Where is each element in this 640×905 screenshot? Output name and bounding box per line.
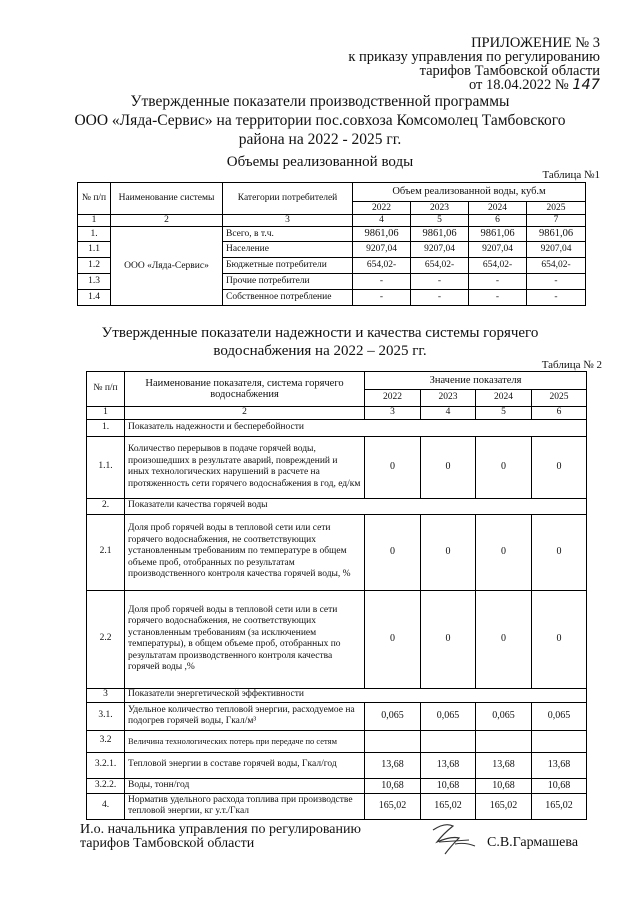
table-row: 3.1. Удельное количество тепловой энергии, расходуемое на подогрев горячей воды, Гкал/м³ 0,065 0,065 0,065 0,065	[87, 702, 587, 730]
section-row: 1. Показатель надежности и бесперебойности	[87, 419, 587, 436]
table-row: 1.1. Количество перерывов в подаче горячей воды, произошедших в результате аварий, повреждений и иных технологических нарушений в расчете на протяженность сети горячего водоснабжения в год, ед/км 0 0 0 0	[87, 436, 587, 498]
table-row: 3.2 Величина технологических потерь при передаче по сетям	[87, 730, 587, 752]
table-row: 1.3 Прочие потребители - - - -	[78, 274, 586, 290]
table2-subtitle: Утвержденные показатели надежности и качества системы горячего водоснабжения на 2022 – 2025 гг.	[101, 325, 539, 359]
table-row: 1.4 Собственное потребление - - - -	[78, 290, 586, 306]
col-num-header: № п/п	[87, 372, 125, 407]
appendix-date: от 18.04.2022 № 147	[468, 77, 600, 93]
appendix-title: ПРИЛОЖЕНИЕ № 3	[471, 35, 600, 51]
year-header: 2023	[421, 390, 476, 407]
order-number: 147	[572, 77, 600, 93]
year-header: 2023	[411, 202, 469, 215]
table-row: 3.2.2. Воды, тонн/год 10,68 10,68 10,68 10,68	[87, 778, 587, 793]
table-row: 1. ООО «Ляда-Сервис» Всего, в т.ч. 9861,06 9861,06 9861,06 9861,06	[78, 227, 586, 242]
water-volume-table	[77, 182, 586, 306]
table-row: 3.2.1. Тепловой энергии в составе горячей воды, Гкал/год 13,68 13,68 13,68 13,68	[87, 752, 587, 778]
table-row: 1.1 Население 9207,04 9207,04 9207,04 9207,04	[78, 242, 586, 258]
year-header: 2024	[469, 202, 527, 215]
year-header: 2025	[527, 202, 586, 215]
year-header: 2022	[353, 202, 411, 215]
col-volume-header: Объем реализованной воды, куб.м	[353, 183, 586, 202]
year-header: 2025	[532, 390, 587, 407]
table-row: 1.2 Бюджетные потребители 654,02- 654,02- 654,02- 654,02-	[78, 258, 586, 274]
year-header: 2024	[476, 390, 532, 407]
col-name-header: Наименование показателя, система горячего водоснабжения	[125, 372, 365, 407]
col-system-header: Наименование системы	[111, 183, 223, 215]
table1-label: Таблица №1	[542, 169, 600, 181]
table-row: 2.2 Доля проб горячей воды в тепловой сети или в сети горячего водоснабжения, не соответствующих установленным требованиям (за исключением температуры), в общем объеме проб, отобранных по результатам производственного контроля качества горячей воды ,% 0 0 0 0	[87, 590, 587, 688]
table-row: 2.1 Доля проб горячей воды в тепловой сети или сети горячего водоснабжения, не соответствующих установленным требованиям по температуре в общем объеме проб, отобранных по результатам производственного контроля качества горячей воды, % 0 0 0 0	[87, 514, 587, 590]
system-name-cell: ООО «Ляда-Сервис»	[111, 227, 223, 306]
document-title: Утвержденные показатели производственной программы ООО «Ляда-Сервис» на территории пос.совхоза Комсомолец Тамбовского района на 2022 - 2025 гг.	[74, 93, 566, 148]
table1-subtitle: Объемы реализованной воды	[226, 154, 414, 170]
indicators-table	[86, 371, 587, 820]
year-header: 2022	[365, 390, 421, 407]
col-value-header: Значение показателя	[365, 372, 587, 390]
section-row: 2. Показатели качества горячей воды	[87, 498, 587, 514]
col-num-header: № п/п	[78, 183, 111, 215]
appendix-order-ref: к приказу управления по регулированию	[348, 49, 600, 65]
column-number-row: 1 2 3 4 5 6	[87, 407, 587, 420]
column-number-row: 1 2 3 4 5 6 7	[78, 215, 586, 227]
table2-label: Таблица № 2	[541, 359, 602, 371]
appendix-header	[348, 36, 600, 92]
handwritten-signature	[425, 820, 480, 858]
table-row: 4. Норматив удельного расхода топлива при производстве тепловой энергии, кг у.т./Гкал 165,02 165,02 165,02 165,02	[87, 793, 587, 819]
appendix-authority: тарифов Тамбовской области	[419, 63, 600, 79]
signatory-position: И.о. начальника управления по регулированию тарифов Тамбовской области	[80, 822, 361, 851]
col-category-header: Категории потребителей	[223, 183, 353, 215]
section-row: 3 Показатели энергетической эффективности	[87, 688, 587, 702]
signatory-name: С.В.Гармашева	[487, 835, 579, 850]
